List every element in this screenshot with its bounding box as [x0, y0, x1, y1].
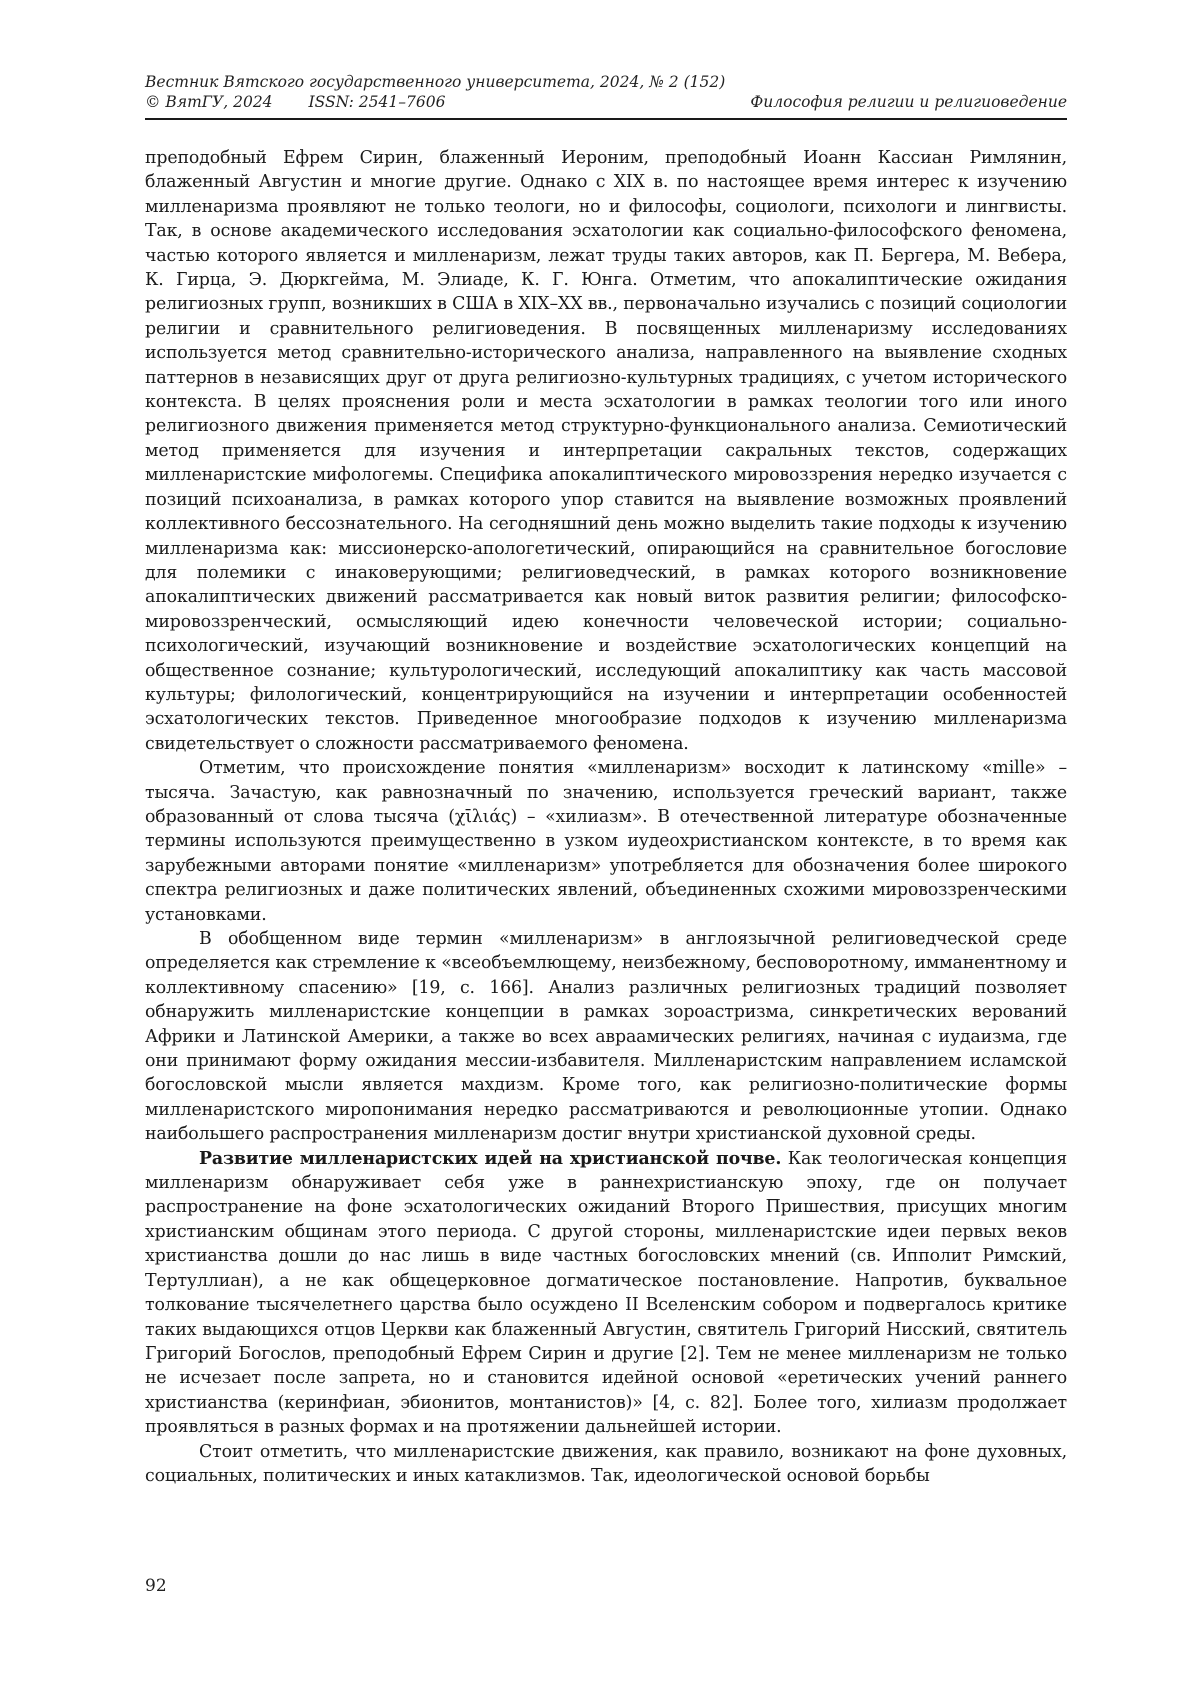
- paragraph-text: Как теологическая концепция милленаризм обнаруживает себя уже в раннехристианскую эпоху, где он получает распространение на фоне эсхатологических ожиданий Второго Пришествия, присущих многим христианским общинам этого периода. С другой стороны, милленаристские идеи первых веков христианства дошли до нас лишь в виде частных богословских мнений (св. Ипполит Римский, Тертуллиан), а не как общецерковное догматическое постановление. Напротив, буквальное толкование тысячелетнего царства было осуждено II Вселенским собором и подвергалось критике таких выдающихся отцов Церкви как блаженный Августин, святитель Григорий Нисский, святитель Григорий Богослов, преподобный Ефрем Сирин и другие [2]. Тем не менее милленаризм не только не исчезает после запрета, но и становится идейной основой «еретических учений раннего христианства (керинфиан, эбионитов, монтанистов)» [4, с. 82]. Более того, хилиазм продолжает проявляться в разных формах и на протяжении дальнейшей истории.: [145, 1148, 1067, 1438]
- section-title: Философия религии и религиоведение: [750, 93, 1067, 111]
- section-run-in-heading: Развитие милленаристских идей на христианской почве.: [199, 1148, 782, 1169]
- header-rule: [145, 118, 1067, 120]
- copyright-notice: © ВятГУ, 2024: [145, 93, 273, 111]
- running-header: [145, 72, 1067, 112]
- article-body: [145, 146, 1067, 1488]
- paragraph: преподобный Ефрем Сирин, блаженный Иероним, преподобный Иоанн Кассиан Римлянин, блаженный Августин и многие другие. Однако с XIX в. по настоящее время интерес к изучению милленаризма проявляют не только теологи, но и философы, социологи, психологи и лингвисты. Так, в основе академического исследования эсхатологии как социально-философского феномена, частью которого является и милленаризм, лежат труды таких авторов, как П. Бергера, М. Вебера, К. Гирца, Э. Дюркгейма, М. Элиаде, К. Г. Юнга. Отметим, что апокалиптические ожидания религиозных групп, возникших в США в XIX–XX вв., первоначально изучались с позиций социологии религии и сравнительного религиоведения. В посвященных милленаризму исследованиях используется метод сравнительно-исторического анализа, направленного на выявление сходных паттернов в независящих друг от друга религиозно-культурных традициях, с учетом исторического контекста. В целях прояснения роли и места эсхатологии в рамках теологии того или иного религиозного движения применяется метод структурно-функционального анализа. Семиотический метод применяется для изучения и интерпретации сакральных текстов, содержащих милленаристские мифологемы. Специфика апокалиптического мировоззрения нередко изучается с позиций психоанализа, в рамках которого упор ставится на выявление возможных проявлений коллективного бессознательного. На сегодняшний день можно выделить такие подходы к изучению милленаризма как: миссионерско-апологетический, опирающийся на сравнительное богословие для полемики с инаковерующими; религиоведческий, в рамках которого возникновение апокалиптических движений рассматривается как новый виток развития религии; философско-мировоззренческий, осмысляющий идею конечности человеческой истории; социально-психологический, изучающий возникновение и воздействие эсхатологических концепций на общественное сознание; культурологический, исследующий апокалиптику как часть массовой культуры; филологический, концентрирующийся на изучении и интерпретации особенностей эсхатологических текстов. Приведенное многообразие подходов к изучению милленаризма свидетельствует о сложности рассматриваемого феномена.: [145, 148, 1067, 754]
- header-meta-row: [145, 92, 1067, 112]
- paragraph-with-heading: [145, 1147, 1067, 1440]
- paragraph: В обобщенном виде термин «милленаризм» в англоязычной религиоведческой среде определяется как стремление к «всеобъемлющему, неизбежному, бесповоротному, имманентному и коллективному спасению» [19, с. 166]. Анализ различных религиозных традиций позволяет обнаружить милленаристские концепции в рамках зороастризма, синкретических верований Африки и Латинской Америки, а также во всех авраамических религиях, начиная с иудаизма, где они принимают форму ожидания мессии-избавителя. Милленаристским направлением исламской богословской мысли является махдизм. Кроме того, как религиозно-политические формы милленаристского миропонимания нередко рассматриваются и революционные утопии. Однако наибольшего распространения милленаризм достиг внутри христианской духовной среды.: [145, 929, 1067, 1145]
- header-left: [145, 92, 445, 112]
- issn-number: ISSN: 2541–7606: [308, 93, 446, 111]
- journal-title: Вестник Вятского государственного университета, 2024, № 2 (152): [145, 73, 726, 91]
- page-number: 92: [145, 1576, 167, 1596]
- paragraph: Отметим, что происхождение понятия «милленаризм» восходит к латинскому «mille» – тысяча. Зачастую, как равнозначный по значению, используется греческий вариант, также образованный от слова тысяча (χῑλιάς) – «хилиазм». В отечественной литературе обозначенные термины используются преимущественно в узком иудеохристианском контексте, в то время как зарубежными авторами понятие «милленаризм» употребляется для обозначения более широкого спектра религиозных и даже политических явлений, объединенных схожими мировоззренческими установками.: [145, 758, 1067, 925]
- paragraph: Стоит отметить, что милленаристские движения, как правило, возникают на фоне духовных, социальных, политических и иных катаклизмов. Так, идеологической основой борьбы: [145, 1441, 1067, 1486]
